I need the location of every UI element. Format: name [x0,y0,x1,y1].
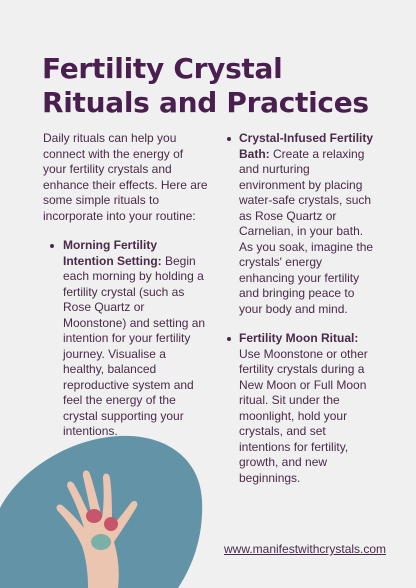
page-title: Fertility Crystal Rituals and Practices [42,52,369,119]
crystal-pink-icon [86,509,102,523]
ritual-name: Crystal-Infused Fertility Bath: [239,131,374,161]
website-link[interactable]: www.manifestwithcrystals.com [224,542,387,556]
crystal-pink-icon [104,517,118,531]
intro-paragraph: Daily rituals can help you connect with the energy of your fertility crystals and enhance their effects. Here are some simple rituals to incorporate into your routine: [43,131,208,223]
list-item [239,131,376,317]
ritual-name: Fertility Moon Ritual: [239,331,359,345]
ritual-name: Morning Fertility Intention Setting: [63,238,162,268]
hand-crystals-illustration [0,430,210,588]
ritual-list-right [224,131,376,486]
ritual-text: Begin each morning by holding a fertility crystal (such as Rose Quartz or Moonstone) and setting an intention for your fertility journey. Visualise a healthy, balanced reproductive system and feel the energy of the crystal supporting your intentions. [63,253,206,438]
list-item [63,238,208,440]
ritual-text: Create a relaxing and nurturing environment by placing water-safe crystals, such as Rose Quartz or Carnelian, in your bath. As you soak, imagine the crystals' energy enhancing your fertility and bringing peace to your body and mind. [239,146,374,316]
left-column [43,131,208,454]
ritual-list-left [43,238,208,440]
ritual-text: Use Moonstone or other fertility crystals during a New Moon or Full Moon ritual. Sit under the moonlight, hold your crystals, and set intentions for fertility, growth, and new beginnings. [239,346,368,485]
right-column [224,131,376,500]
list-item [239,331,376,486]
crystal-teal-icon [91,534,111,550]
